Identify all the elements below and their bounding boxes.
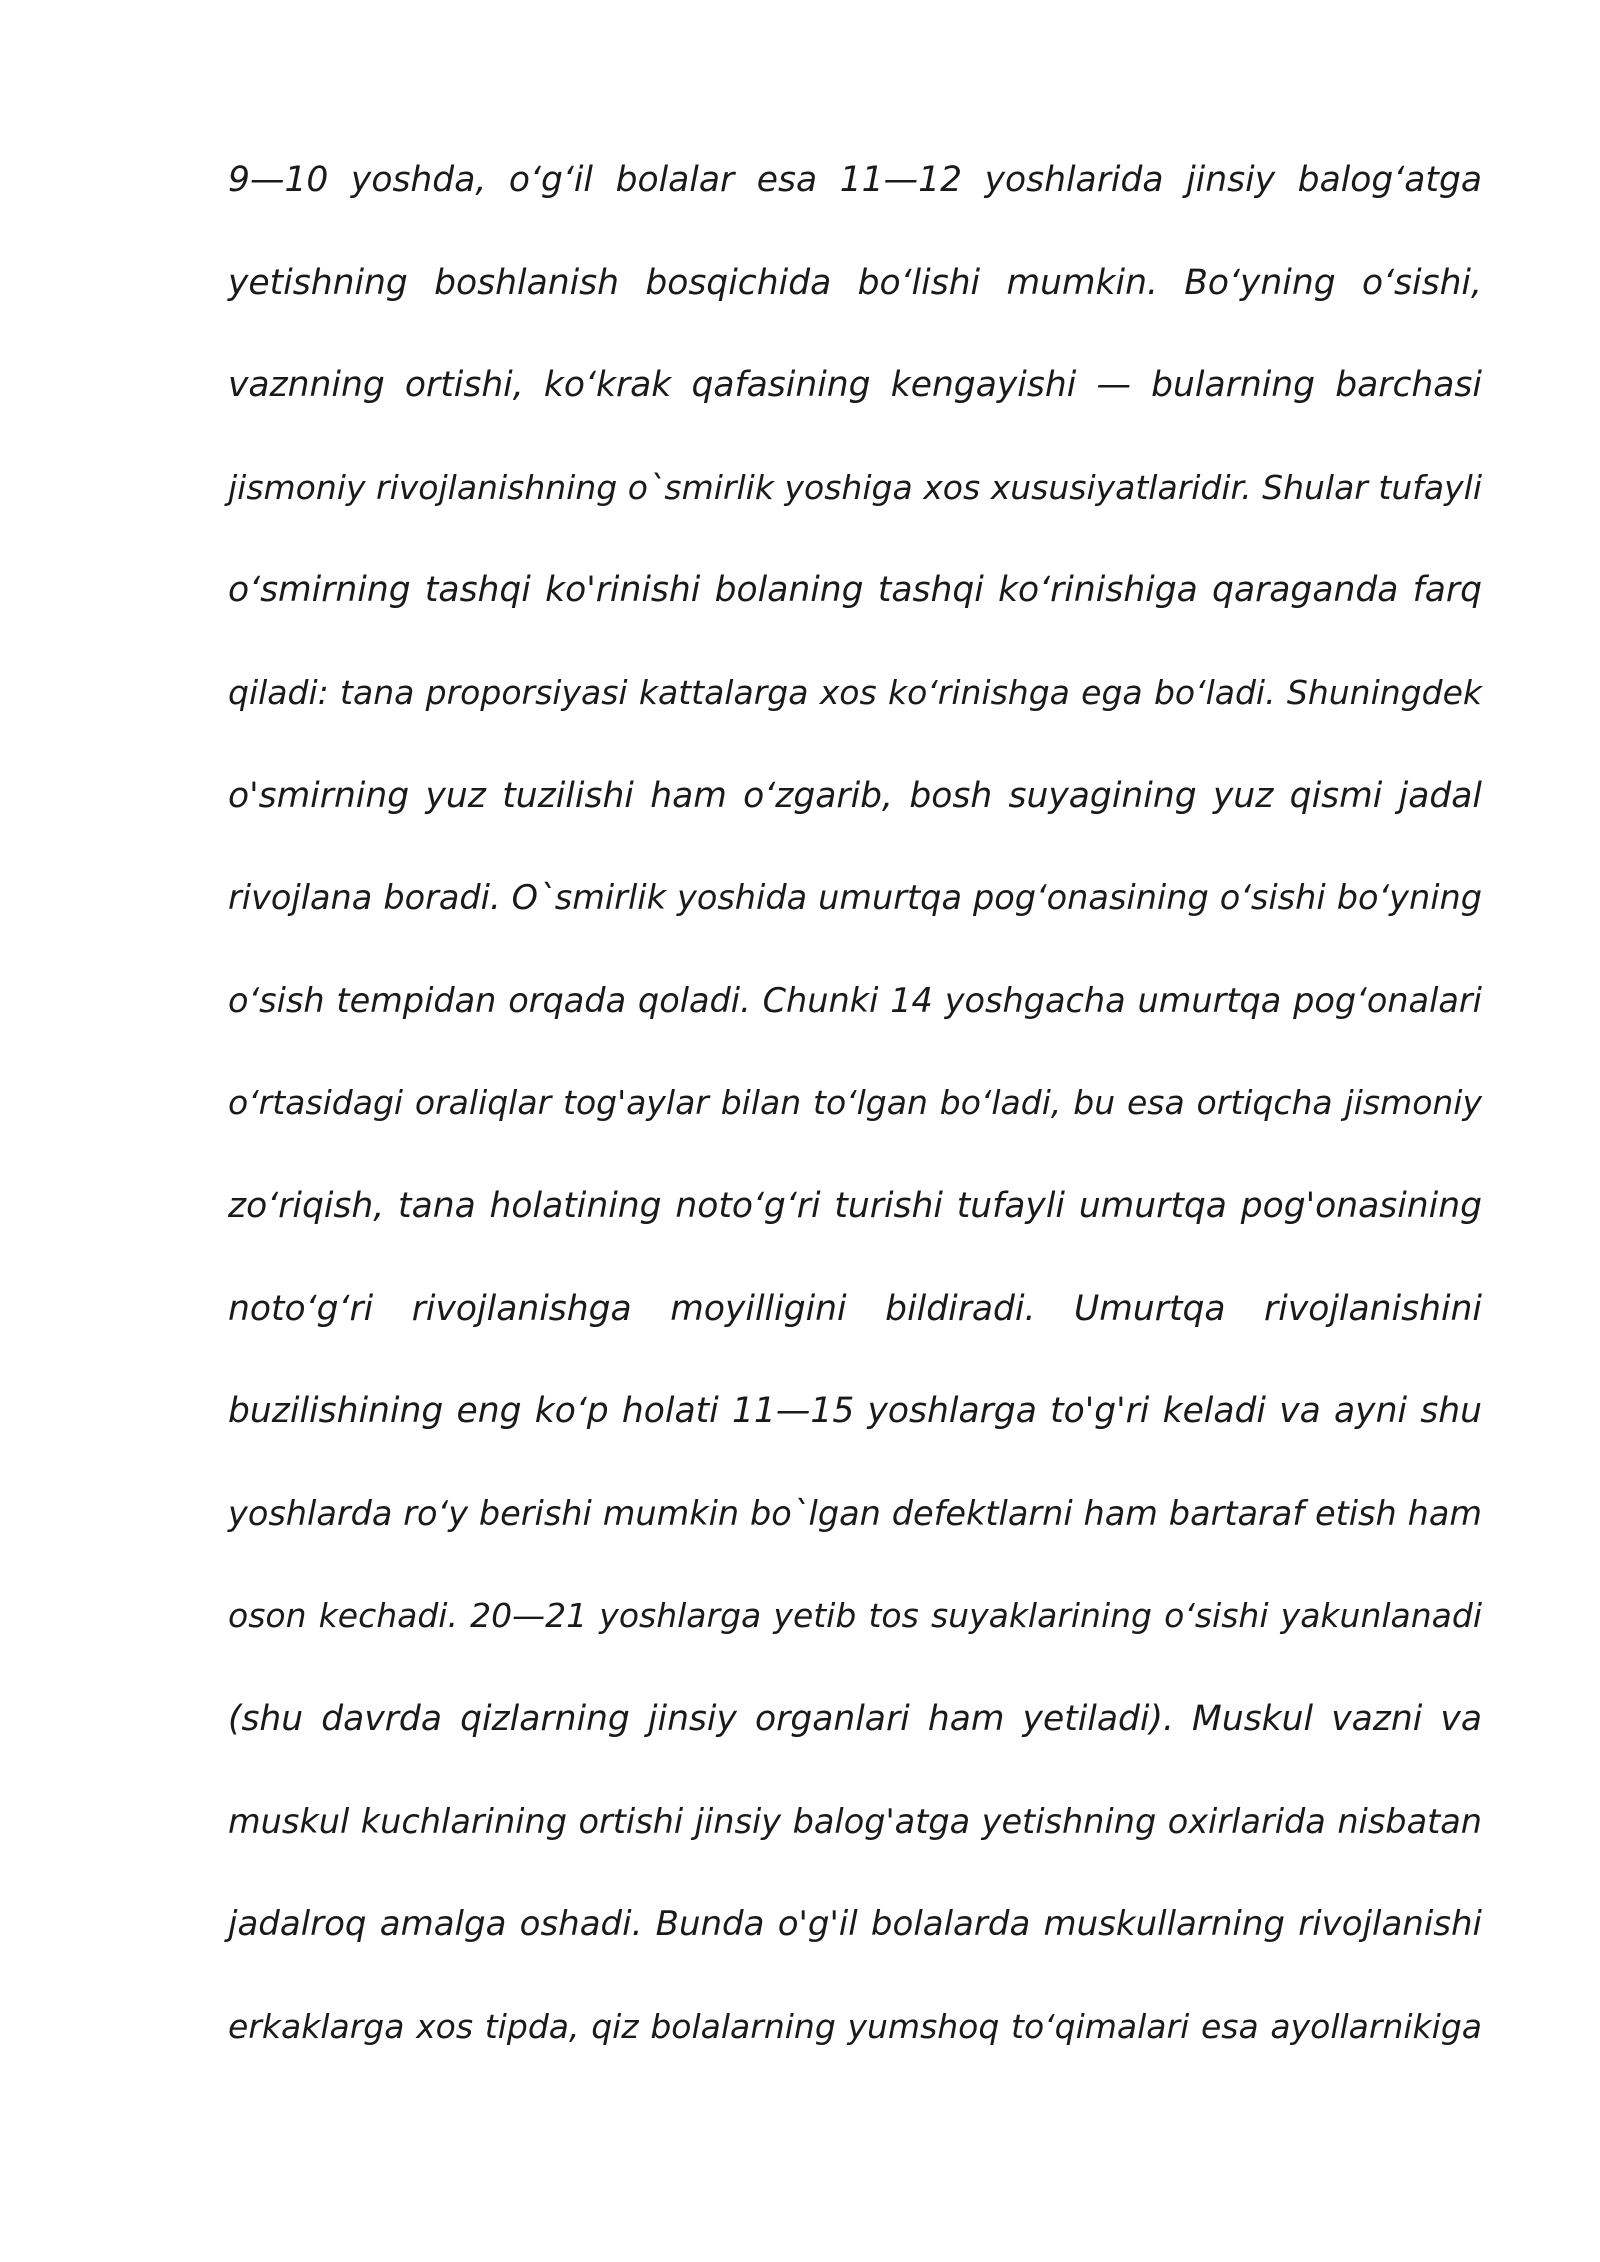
text-line: noto‘g‘ri rivojlanishga moyilligini bildiradi. Umurtqa rivojlanishini xyxy=(228,1288,1482,1329)
text-line: o‘rtasidagi oraliqlar tog'aylar bilan to‘lgan bo‘ladi, bu esa ortiqcha jismoniy xyxy=(228,1083,1482,1123)
text-line: yetishning boshlanish bosqichida bo‘lishi mumkin. Bo‘yning o‘sishi, xyxy=(228,262,1482,303)
text-line: qiladi: tana proporsiyasi kattalarga xos ko‘rinishga ega bo‘ladi. Shuningdek xyxy=(228,672,1482,712)
text-line: 9—10 yoshda, o‘g‘il bolalar esa 11—12 yoshlarida jinsiy balog‘atga xyxy=(228,160,1482,200)
text-line: zo‘riqish, tana holatining noto‘g‘ri turishi tufayli umurtqa pog'onasining xyxy=(228,1185,1482,1226)
text-line: o‘sish tempidan orqada qoladi. Chunki 14 yoshgacha umurtqa pog‘onalari xyxy=(228,980,1482,1020)
text-line: vaznning ortishi, ko‘krak qafasining kengayishi — bularning barchasi xyxy=(228,365,1482,406)
text-line: oson kechadi. 20—21 yoshlarga yetib tos suyaklarining o‘sishi yakunlanadi xyxy=(228,1596,1482,1636)
text-line: erkaklarga xos tipda, qiz bolalarning yumshoq to‘qimalari esa ayollarnikiga xyxy=(228,2006,1482,2046)
body-paragraph xyxy=(228,148,1482,2097)
text-line: jismoniy rivojlanishning o`smirlik yoshiga xos xususiyatlaridir. Shular tufayli xyxy=(228,467,1482,507)
text-line: yoshlarda ro‘y berishi mumkin bo`lgan defektlarni ham bartaraf etish ham xyxy=(228,1493,1482,1533)
text-line: (shu davrda qizlarning jinsiy organlari ham yetiladi). Muskul vazni va xyxy=(228,1698,1482,1739)
text-line: jadalroq amalga oshadi. Bunda o'g'il bolalarda muskullarning rivojlanishi xyxy=(228,1904,1482,1945)
text-line: buzilishining eng ko‘p holati 11—15 yoshlarga to'g'ri keladi va ayni shu xyxy=(228,1391,1482,1432)
text-line: muskul kuchlarining ortishi jinsiy balog'atga yetishning oxirlarida nisbatan xyxy=(228,1801,1482,1841)
text-line: o'smirning yuz tuzilishi ham o‘zgarib, bosh suyagining yuz qismi jadal xyxy=(228,775,1482,816)
text-line: o‘smirning tashqi ko'rinishi bolaning tashqi ko‘rinishiga qaraganda farq xyxy=(228,570,1482,611)
text-line: rivojlana boradi. O`smirlik yoshida umurtqa pog‘onasining o‘sishi bo‘yning xyxy=(228,878,1482,918)
